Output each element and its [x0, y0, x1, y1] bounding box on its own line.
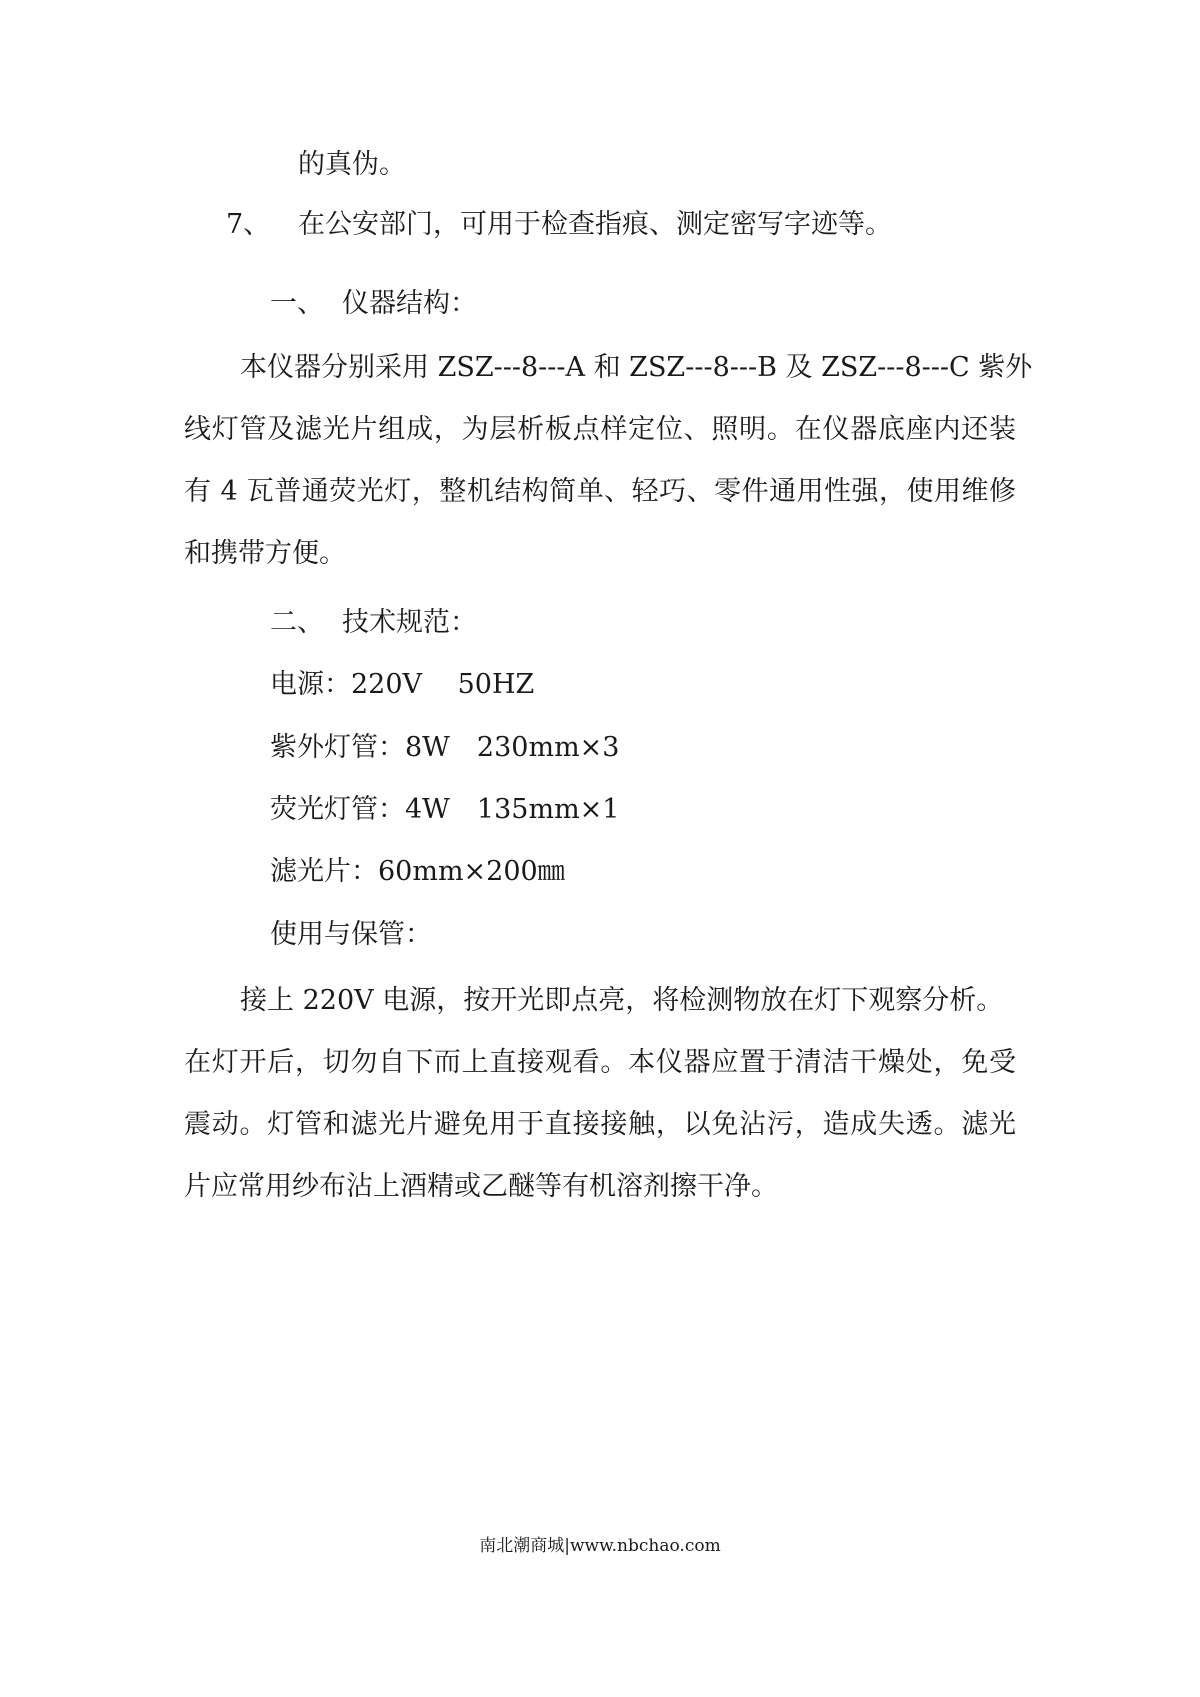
section-1-paragraph-line-2: 线灯管及滤光片组成，为层析板点样定位、照明。在仪器底座内还装 [184, 414, 1016, 445]
spec-filter: 滤光片：60mm×200㎜ [270, 856, 565, 887]
item-7-number: 7、 [226, 209, 271, 240]
page-footer: 南北潮商城|www.nbchao.com [479, 1536, 721, 1556]
section-1-paragraph-line-3: 有 4 瓦普通荧光灯，整机结构简单、轻巧、零件通用性强，使用维修 [184, 476, 1016, 507]
section-2-heading: 技术规范： [342, 607, 477, 638]
section-1-paragraph-line-1: 本仪器分别采用 ZSZ---8---A 和 ZSZ---8---B 及 ZSZ---8---C 紫外 [240, 352, 1033, 383]
continued-line: 的真伪。 [298, 149, 406, 180]
section-1-paragraph-line-4: 和携带方便。 [184, 538, 346, 569]
section-3-heading: 使用与保管： [270, 919, 432, 950]
spec-power: 电源：220V 50HZ [270, 669, 535, 700]
section-3-paragraph-line-4: 片应常用纱布沾上酒精或乙醚等有机溶剂擦干净。 [184, 1171, 778, 1202]
section-2-number: 二、 [270, 607, 324, 638]
spec-fluorescent-tube: 荧光灯管：4W 135mm×1 [270, 794, 620, 825]
section-3-paragraph-line-3: 震动。灯管和滤光片避免用于直接接触，以免沾污，造成失透。滤光 [184, 1109, 1016, 1140]
section-1-heading: 仪器结构： [342, 288, 477, 319]
section-3-paragraph-line-1: 接上 220V 电源，按开光即点亮，将检测物放在灯下观察分析。 [240, 985, 1004, 1016]
item-7-text: 在公安部门，可用于检查指痕、测定密写字迹等。 [298, 209, 892, 240]
section-3-paragraph-line-2: 在灯开后，切勿自下而上直接观看。本仪器应置于清洁干燥处，免受 [184, 1047, 1016, 1078]
spec-uv-tube: 紫外灯管：8W 230mm×3 [270, 732, 620, 763]
section-1-number: 一、 [270, 288, 324, 319]
